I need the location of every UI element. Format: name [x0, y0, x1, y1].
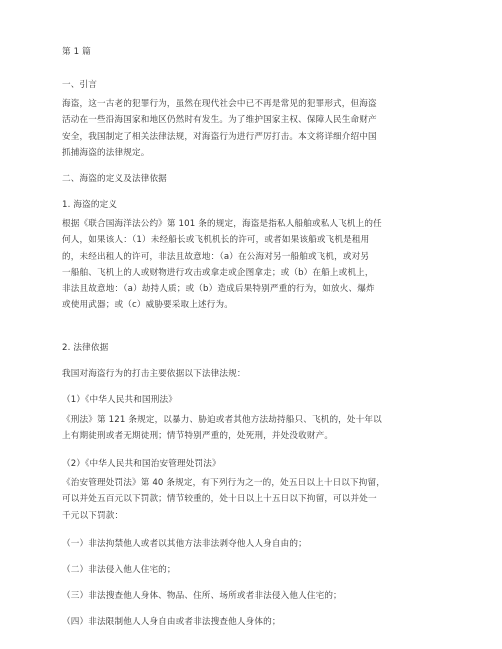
text-line: 抓捕海盗的法律规定。 — [62, 147, 150, 158]
paragraph-definition — [62, 216, 447, 314]
paragraph-criminal-law — [62, 412, 447, 445]
text-line: 非法且故意地：（a）劫持人质；或（b）造成后果特别严重的行为，如放火、爆炸 — [62, 284, 375, 295]
text-line: 安全，我国制定了相关法律法规，对海盗行为进行严厉打击。本文将详细介绍中国 — [62, 131, 377, 142]
heading-definition-basis: 二、海盗的定义及法律依据 — [62, 174, 167, 184]
paragraph-introduction — [62, 96, 447, 161]
list-item: （四）非法限制他人人身自由或者非法搜查他人身体的； — [62, 617, 281, 627]
text-line: 何人，如果该人：（1）未经船长或飞机机长的许可，或者如果该船或飞机是租用 — [62, 235, 370, 246]
text-line: 活动在一些沿海国家和地区仍然时有发生。为了维护国家主权、保障人民生命财产 — [62, 115, 377, 126]
text-line: 上有期徒刑或者无期徒刑；情节特别严重的，处死刑，并处没收财产。 — [62, 431, 334, 442]
law-public-security-title: （2）《中华人民共和国治安管理处罚法》 — [62, 459, 221, 469]
subheading-definition: 1. 海盗的定义 — [62, 200, 118, 210]
legal-basis-intro: 我国对海盗行为的打击主要依据以下法律法规： — [62, 369, 246, 379]
list-item: （二）非法侵入他人住宅的； — [62, 565, 176, 575]
text-line: 根据《联合国海洋法公约》第 101 条的规定，海盗是指私人船舶或私人飞机上的任 — [62, 219, 382, 229]
paragraph-public-security-law — [62, 475, 447, 524]
list-item: （一）非法拘禁他人或者以其他方法非法剥夺他人人身自由的； — [62, 539, 307, 549]
text-line: 海盗，这一古老的犯罪行为，虽然在现代社会中已不再是常见的犯罪形式，但海盗 — [62, 99, 377, 109]
text-line: 一船舶、飞机上的人或财物进行攻击或拿走或企图拿走；或（b）在船上或机上， — [62, 267, 374, 278]
text-line: 或使用武器；或（c）威胁要采取上述行为。 — [62, 300, 234, 311]
law-criminal-title: （1）《中华人民共和国刑法》 — [62, 395, 177, 405]
text-line: 可以并处五百元以下罚款；情节较重的，处十日以上十五日以下拘留，可以并处一 — [62, 494, 377, 505]
text-line: 《治安管理处罚法》第 40 条规定，有下列行为之一的，处五日以上十日以下拘留， — [62, 478, 386, 488]
text-line: 千元以下罚款： — [62, 510, 124, 521]
text-line: 的，未经出租人的许可，非法且故意地：（a）在公海对另一船舶或飞机，或对另 — [62, 251, 370, 262]
heading-introduction: 一、引言 — [62, 80, 97, 90]
subheading-legal-basis: 2. 法律依据 — [62, 343, 109, 353]
part-label: 第 1 篇 — [62, 47, 91, 57]
text-line: 《刑法》第 121 条规定，以暴力、胁迫或者其他方法劫持船只、飞机的，处十年以 — [62, 415, 382, 425]
list-item: （三）非法搜查他人身体、物品、住所、场所或者非法侵入他人住宅的； — [62, 591, 342, 601]
